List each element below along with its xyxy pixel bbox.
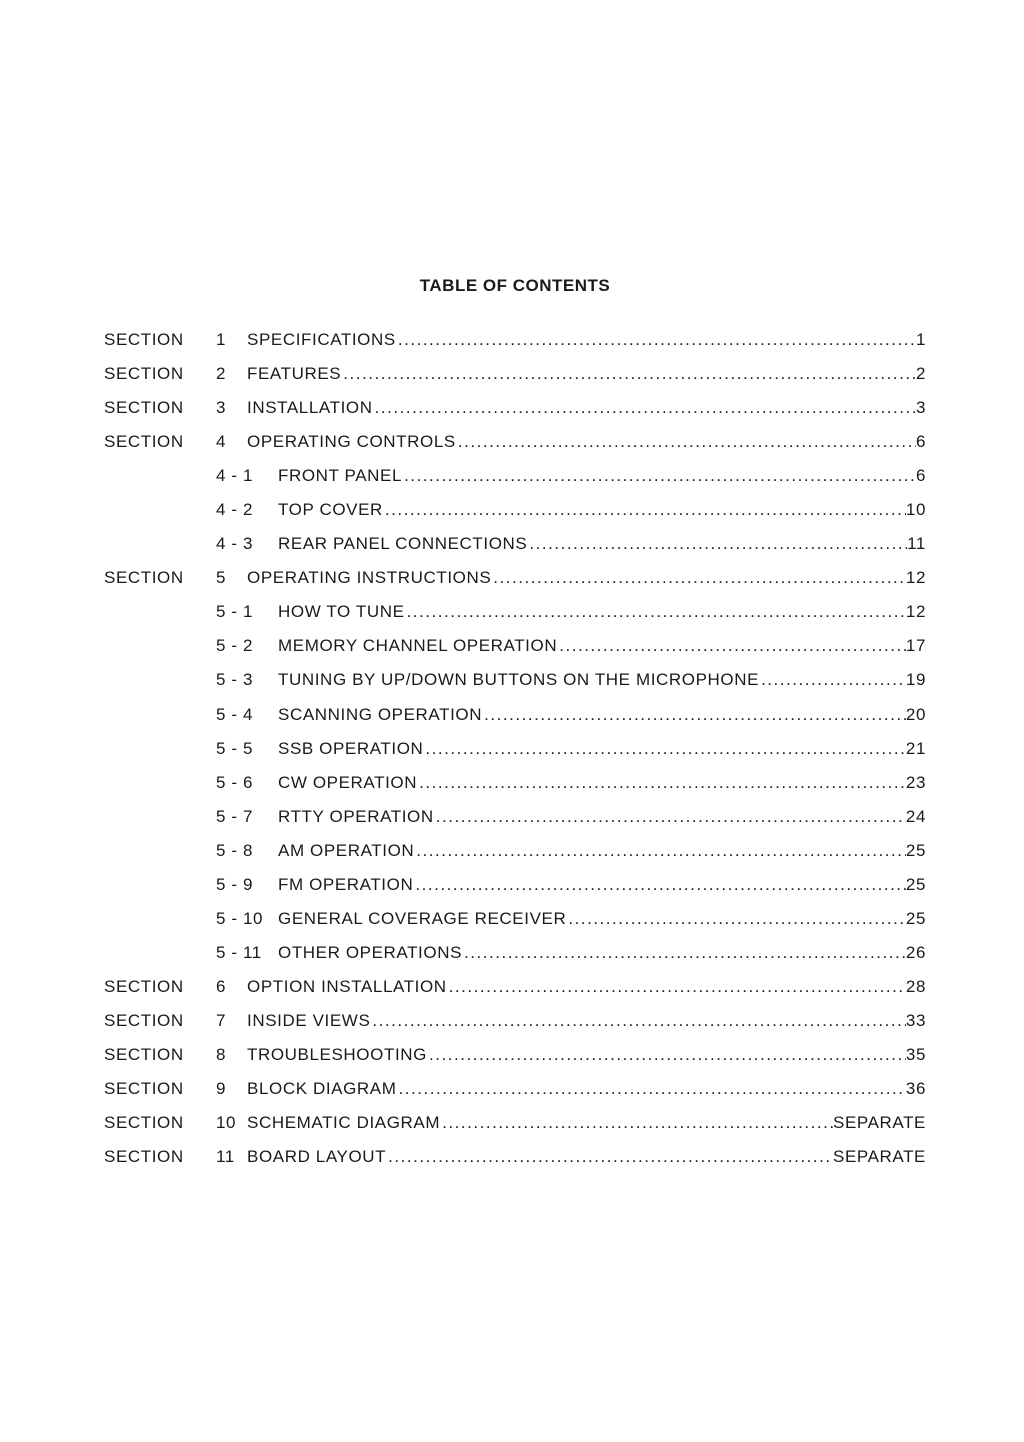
dot-leader <box>402 459 916 493</box>
toc-entry <box>247 1072 926 1106</box>
page-number: 17 <box>905 636 926 656</box>
toc-entry <box>278 527 926 561</box>
dot-leader <box>413 868 906 902</box>
toc-entry <box>278 902 926 936</box>
dot-leader <box>447 970 906 1004</box>
toc-section-row <box>104 357 926 391</box>
page-number: 35 <box>905 1044 926 1064</box>
page-number: 12 <box>905 602 926 622</box>
page-number: 33 <box>905 1010 926 1030</box>
toc-subsection-row <box>104 732 926 766</box>
entry-title: BLOCK DIAGRAM <box>247 1079 397 1099</box>
toc-entry <box>247 1140 926 1174</box>
dot-leader <box>373 391 916 425</box>
section-label: SECTION <box>104 364 184 384</box>
entry-title: RTTY OPERATION <box>278 806 434 826</box>
section-number: 2 <box>216 364 227 384</box>
toc-subsection-row <box>104 834 926 868</box>
page-number: 26 <box>905 942 926 962</box>
section-label: SECTION <box>104 330 184 349</box>
toc-section-row <box>104 561 926 595</box>
dot-leader <box>482 698 906 732</box>
toc-subsection-row <box>104 902 926 936</box>
section-label: SECTION <box>104 398 184 418</box>
entry-title: OTHER OPERATIONS <box>278 942 463 962</box>
toc-subsection-row <box>104 936 926 970</box>
entry-title: FM OPERATION <box>278 874 414 894</box>
dot-leader <box>414 834 906 868</box>
toc-subsection-row <box>104 698 926 732</box>
entry-title: SSB OPERATION <box>278 738 424 758</box>
toc-subsection-row <box>104 800 926 834</box>
page-number: 21 <box>905 738 926 758</box>
entry-title: MEMORY CHANNEL OPERATION <box>278 636 558 656</box>
toc-subsection-row <box>104 629 926 663</box>
subsection-number: 5 - 9 <box>216 874 254 894</box>
entry-title: OPTION INSTALLATION <box>247 976 447 996</box>
page-number: 25 <box>905 874 926 894</box>
entry-title: SCHEMATIC DIAGRAM <box>247 1113 441 1133</box>
section-label: SECTION <box>104 1113 184 1133</box>
page-number: 36 <box>905 1079 926 1099</box>
dot-leader <box>386 1140 833 1174</box>
entry-title: SPECIFICATIONS <box>247 330 396 349</box>
toc-subsection-row <box>104 527 926 561</box>
subsection-number: 4 - 2 <box>216 500 254 520</box>
subsection-number: 5 - 10 <box>216 908 264 928</box>
toc-section-row <box>104 425 926 459</box>
page-number: 2 <box>915 364 926 384</box>
dot-leader <box>370 1004 906 1038</box>
page-number: SEPARATE <box>833 1147 926 1167</box>
page-number: 19 <box>905 670 926 690</box>
entry-title: BOARD LAYOUT <box>247 1147 387 1167</box>
toc-entry <box>278 732 926 766</box>
toc-section-row <box>104 1072 926 1106</box>
toc-subsection-row <box>104 663 926 697</box>
dot-leader <box>491 561 906 595</box>
page-number: 25 <box>905 840 926 860</box>
toc-entry <box>247 1004 926 1038</box>
entry-title: OPERATING INSTRUCTIONS <box>247 568 492 588</box>
page-number: 24 <box>905 806 926 826</box>
subsection-number: 5 - 7 <box>216 806 254 826</box>
subsection-number: 5 - 2 <box>216 636 254 656</box>
page-number: 6 <box>915 466 926 486</box>
toc-entry <box>247 1038 926 1072</box>
dot-leader <box>566 902 906 936</box>
page-number: 1 <box>915 330 926 349</box>
page-number: 11 <box>907 534 926 554</box>
dot-leader <box>417 766 906 800</box>
page-number: 20 <box>905 704 926 724</box>
subsection-number: 5 - 4 <box>216 704 254 724</box>
entry-title: INSIDE VIEWS <box>247 1010 371 1030</box>
toc-section-row <box>104 1106 926 1140</box>
section-label: SECTION <box>104 976 184 996</box>
subsection-number: 5 - 1 <box>216 602 254 622</box>
subsection-number: 5 - 8 <box>216 840 254 860</box>
entry-title: INSTALLATION <box>247 398 373 418</box>
dot-leader <box>759 663 906 697</box>
toc-entry <box>247 1106 926 1140</box>
section-number: 8 <box>216 1044 227 1064</box>
toc-entry <box>278 868 926 902</box>
dot-leader <box>396 323 916 357</box>
toc-entry <box>247 323 926 357</box>
toc-entry <box>278 493 926 527</box>
section-label: SECTION <box>104 1079 184 1099</box>
toc-entry <box>278 459 926 493</box>
dot-leader <box>434 800 906 834</box>
dot-leader <box>427 1038 906 1072</box>
page-number: 25 <box>905 908 926 928</box>
toc-entry <box>278 936 926 970</box>
section-label: SECTION <box>104 568 184 588</box>
toc-subsection-row <box>104 868 926 902</box>
page-number: 12 <box>905 568 926 588</box>
entry-title: FEATURES <box>247 364 342 384</box>
toc-section-row <box>104 391 926 425</box>
toc-entry <box>247 391 926 425</box>
section-number: 7 <box>216 1010 227 1030</box>
toc-subsection-row <box>104 595 926 629</box>
section-label: SECTION <box>104 1010 184 1030</box>
toc-entry <box>247 357 926 391</box>
section-label: SECTION <box>104 1044 184 1064</box>
section-label: SECTION <box>104 432 184 452</box>
toc-section-row <box>104 323 926 357</box>
page-number: 3 <box>915 398 926 418</box>
table-of-contents <box>104 323 926 1174</box>
toc-subsection-row <box>104 766 926 800</box>
section-number: 6 <box>216 976 227 996</box>
entry-title: SCANNING OPERATION <box>278 704 483 724</box>
dot-leader <box>397 1072 906 1106</box>
dot-leader <box>440 1106 833 1140</box>
entry-title: CW OPERATION <box>278 772 418 792</box>
section-number: 1 <box>216 330 227 349</box>
dot-leader <box>341 357 916 391</box>
section-number: 5 <box>216 568 227 588</box>
section-label: SECTION <box>104 1147 184 1167</box>
subsection-number: 5 - 11 <box>216 942 262 962</box>
entry-title: HOW TO TUNE <box>278 602 405 622</box>
toc-entry <box>247 561 926 595</box>
toc-section-row <box>104 970 926 1004</box>
toc-section-row <box>104 1004 926 1038</box>
entry-title: AM OPERATION <box>278 840 415 860</box>
entry-title: OPERATING CONTROLS <box>247 432 456 452</box>
entry-title: TOP COVER <box>278 500 383 520</box>
page-number: 23 <box>905 772 926 792</box>
section-number: 4 <box>216 432 227 452</box>
toc-section-row <box>104 1038 926 1072</box>
toc-entry <box>278 834 926 868</box>
subsection-number: 5 - 6 <box>216 772 254 792</box>
page-number: 10 <box>905 500 926 520</box>
dot-leader <box>383 493 906 527</box>
toc-entry <box>278 800 926 834</box>
page-number: 6 <box>915 432 926 452</box>
entry-title: GENERAL COVERAGE RECEIVER <box>278 908 567 928</box>
toc-entry <box>278 595 926 629</box>
section-number: 11 <box>216 1147 235 1167</box>
entry-title: REAR PANEL CONNECTIONS <box>278 534 528 554</box>
dot-leader <box>405 595 906 629</box>
entry-title: TROUBLESHOOTING <box>247 1044 427 1064</box>
dot-leader <box>456 425 916 459</box>
subsection-number: 4 - 3 <box>216 534 254 554</box>
toc-entry <box>278 629 926 663</box>
dot-leader <box>557 629 906 663</box>
toc-subsection-row <box>104 493 926 527</box>
subsection-number: 4 - 1 <box>216 466 254 486</box>
toc-section-row <box>104 1140 926 1174</box>
dot-leader <box>423 732 905 766</box>
section-number: 9 <box>216 1079 227 1099</box>
subsection-number: 5 - 5 <box>216 738 254 758</box>
section-number: 10 <box>216 1113 237 1133</box>
page-title: TABLE OF CONTENTS <box>419 276 611 295</box>
toc-entry <box>247 970 926 1004</box>
section-number: 3 <box>216 398 227 418</box>
subsection-number: 5 - 3 <box>216 670 254 690</box>
entry-title: TUNING BY UP/DOWN BUTTONS ON THE MICROPHONE <box>278 670 760 690</box>
toc-entry <box>278 663 926 697</box>
toc-entry <box>278 766 926 800</box>
toc-subsection-row <box>104 459 926 493</box>
toc-entry <box>247 425 926 459</box>
page-number: SEPARATE <box>833 1113 926 1133</box>
entry-title: FRONT PANEL <box>278 466 403 486</box>
dot-leader <box>527 527 907 561</box>
page-number: 28 <box>905 976 926 996</box>
dot-leader <box>462 936 906 970</box>
toc-entry <box>278 698 926 732</box>
